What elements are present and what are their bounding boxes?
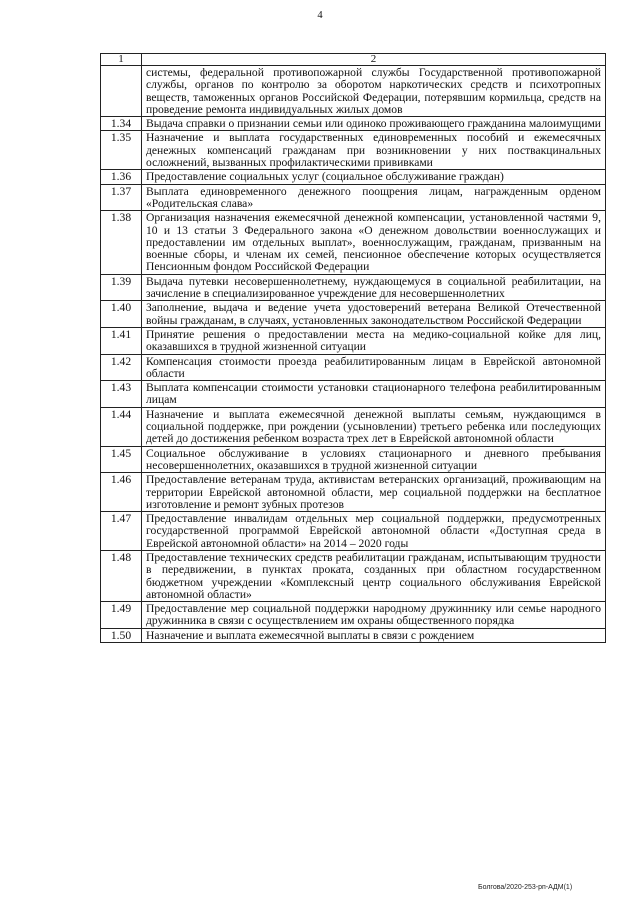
row-number: 1.37 bbox=[101, 184, 142, 211]
row-text: системы, федеральной противопожарной службы Государственной противопожарной службы, органов по контролю за оборотом наркотических средств и психотропных веществ, таможенных органов Российской Федерации, потерявшим кормильца, средств на проведение ремонта индивидуальных жилых домов bbox=[142, 66, 606, 117]
row-text: Предоставление технических средств реабилитации гражданам, испытывающим трудности в передвижении, в пунктах проката, созданных при областном государственном бюджетном учреждении «Комплексный центр социального обслуживания Еврейской автономной области» bbox=[142, 550, 606, 601]
row-number: 1.35 bbox=[101, 131, 142, 170]
table-row bbox=[101, 131, 606, 170]
row-number bbox=[101, 66, 142, 117]
document-reference: Болгова/2020-253-рп-АДМ(1) bbox=[478, 884, 573, 891]
header-col-text: 2 bbox=[142, 54, 606, 66]
table-row bbox=[101, 407, 606, 446]
table-row bbox=[101, 184, 606, 211]
row-text: Выплата единовременного денежного поощрения лицам, награжденным орденом «Родительская слава» bbox=[142, 184, 606, 211]
row-number: 1.40 bbox=[101, 301, 142, 328]
table-row bbox=[101, 211, 606, 274]
row-text: Назначение и выплата ежемесячной выплаты в связи с рождением bbox=[142, 628, 606, 642]
table-row bbox=[101, 274, 606, 301]
row-text: Выдача путевки несовершеннолетнему, нуждающемуся в социальной реабилитации, на зачисление в специализированное учреждение для несовершеннолетних bbox=[142, 274, 606, 301]
row-number: 1.48 bbox=[101, 550, 142, 601]
row-text: Выплата компенсации стоимости установки стационарного телефона реабилитированным лицам bbox=[142, 381, 606, 408]
row-text: Социальное обслуживание в условиях стационарного и дневного пребывания несовершеннолетних, оказавшихся в трудной жизненной ситуации bbox=[142, 446, 606, 473]
row-number: 1.36 bbox=[101, 170, 142, 184]
table-header-row bbox=[101, 54, 606, 66]
header-col-number: 1 bbox=[101, 54, 142, 66]
table-row bbox=[101, 117, 606, 131]
row-text: Назначение и выплата ежемесячной денежной выплаты семьям, нуждающимся в социальной поддержке, при рождении (усыновлении) третьего ребенка или последующих детей до достижения ребенком возраста трех лет в Еврейской автономной области bbox=[142, 407, 606, 446]
table-row bbox=[101, 170, 606, 184]
table-row bbox=[101, 327, 606, 354]
row-number: 1.44 bbox=[101, 407, 142, 446]
row-text: Предоставление ветеранам труда, активистам ветеранских организаций, проживающим на территории Еврейской автономной области, мер социальной поддержки на бесплатное изготовление и ремонт зубных протезов bbox=[142, 473, 606, 512]
table-row bbox=[101, 66, 606, 117]
table-row bbox=[101, 473, 606, 512]
table-row bbox=[101, 550, 606, 601]
row-number: 1.47 bbox=[101, 512, 142, 551]
row-text: Заполнение, выдача и ведение учета удостоверений ветерана Великой Отечественной войны гражданам, в случаях, установленных законодательством Российской Федерации bbox=[142, 301, 606, 328]
table-row bbox=[101, 628, 606, 642]
row-number: 1.46 bbox=[101, 473, 142, 512]
row-text: Предоставление мер социальной поддержки народному дружиннику или семье народного дружинника в связи с осуществлением им охраны общественного порядка bbox=[142, 602, 606, 629]
table-body bbox=[101, 54, 606, 643]
row-number: 1.42 bbox=[101, 354, 142, 381]
row-text: Предоставление социальных услуг (социальное обслуживание граждан) bbox=[142, 170, 606, 184]
row-number: 1.38 bbox=[101, 211, 142, 274]
table-row bbox=[101, 512, 606, 551]
row-text: Назначение и выплата государственных единовременных пособий и ежемесячных денежных компенсаций гражданам при возникновении у них поствакцинальных осложнений, вызванных профилактическими прививками bbox=[142, 131, 606, 170]
row-number: 1.50 bbox=[101, 628, 142, 642]
row-number: 1.39 bbox=[101, 274, 142, 301]
row-text: Принятие решения о предоставлении места на медико-социальной койке для лиц, оказавшихся в трудной жизненной ситуации bbox=[142, 327, 606, 354]
row-text: Предоставление инвалидам отдельных мер социальной поддержки, предусмотренных государственной программой Еврейской автономной области «Доступная среда в Еврейской автономной области» на 2014 – 2020 годы bbox=[142, 512, 606, 551]
row-text: Выдача справки о признании семьи или одиноко проживающего гражданина малоимущими bbox=[142, 117, 606, 131]
services-table bbox=[100, 53, 606, 643]
page-number: 4 bbox=[317, 10, 323, 21]
table-row bbox=[101, 446, 606, 473]
table-row bbox=[101, 602, 606, 629]
row-number: 1.49 bbox=[101, 602, 142, 629]
table-row bbox=[101, 301, 606, 328]
row-text: Компенсация стоимости проезда реабилитированным лицам в Еврейской автономной области bbox=[142, 354, 606, 381]
table-row bbox=[101, 354, 606, 381]
table-row bbox=[101, 381, 606, 408]
row-text: Организация назначения ежемесячной денежной компенсации, установленной частями 9, 10 и 13 статьи 3 Федерального закона «О денежном довольствии военнослужащих и предоставлении им отдельных выплат», военнослужащим, гражданам, призванным на военные сборы, и членам их семей, пенсионное обеспечение которых осуществляется Пенсионным фондом Российской Федерации bbox=[142, 211, 606, 274]
row-number: 1.45 bbox=[101, 446, 142, 473]
row-number: 1.43 bbox=[101, 381, 142, 408]
row-number: 1.41 bbox=[101, 327, 142, 354]
row-number: 1.34 bbox=[101, 117, 142, 131]
